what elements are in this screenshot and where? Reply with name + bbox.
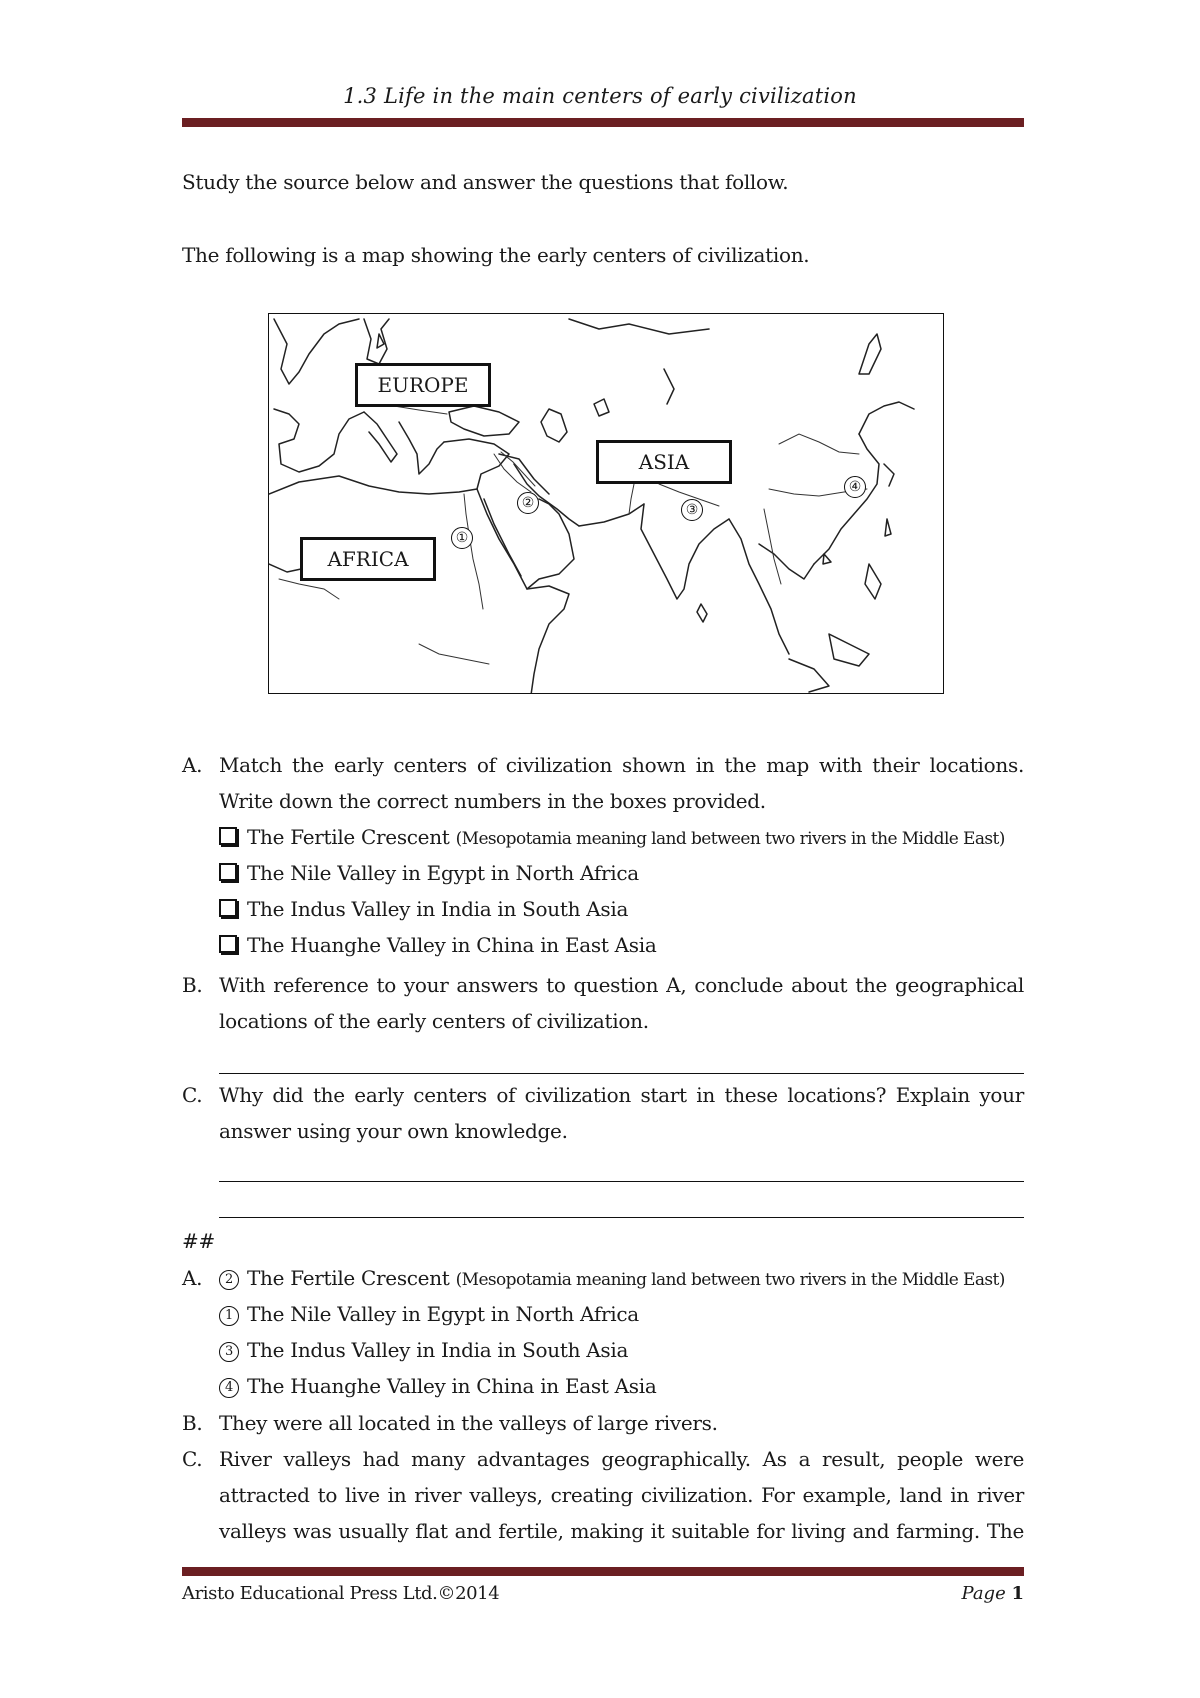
question-b-text: With reference to your answers to question A, conclude about the geographical locations of the early centers of civilization. [219,973,1024,1033]
answer-a-item-4 [219,1374,656,1398]
question-a-letter: A. [182,753,203,777]
marker-4-huanghe: ④ [844,476,866,498]
answer-label: The Huanghe Valley in China in East Asia [247,1374,657,1398]
footer-page [962,1583,1024,1604]
answer-box-nile-valley[interactable] [219,863,237,881]
question-a [182,747,1024,819]
europe-label: EUROPE [355,363,491,407]
option-label: The Huanghe Valley in China in East Asia [247,933,657,957]
answer-c-letter: C. [182,1447,203,1471]
option-indus-valley [219,897,628,921]
answer-a-item-2 [219,1302,639,1326]
option-label: The Nile Valley in Egypt in North Africa [247,861,639,885]
answer-b-text: They were all located in the valleys of large rivers. [219,1411,718,1435]
option-nile-valley [219,861,639,885]
question-b-letter: B. [182,973,203,997]
civilization-map [268,313,944,694]
answer-b [182,1405,1024,1441]
answer-number: 4 [219,1378,239,1398]
answer-note: (Mesopotamia meaning land between two rivers in the Middle East) [455,1270,1005,1290]
page-number: 1 [1011,1583,1024,1604]
question-a-text: Match the early centers of civilization shown in the map with their locations. Write down the correct numbers in the boxes provided. [219,753,1024,813]
answer-a-item-1 [219,1266,1005,1290]
answer-box-indus-valley[interactable] [219,899,237,917]
answer-a-item-3 [219,1338,628,1362]
africa-label: AFRICA [300,537,436,581]
answer-separator: ## [182,1229,215,1253]
footer-rule [182,1567,1024,1576]
marker-2-fertile-crescent: ② [517,492,539,514]
answer-box-fertile-crescent[interactable] [219,827,237,845]
answer-number: 3 [219,1342,239,1362]
option-label: The Fertile Crescent [247,825,450,849]
answer-number: 1 [219,1306,239,1326]
answer-number: 2 [219,1270,239,1290]
option-huanghe-valley [219,933,656,957]
question-c [182,1077,1024,1149]
answer-c-text: River valleys had many advantages geographically. As a result, people were attracted to live in river valleys, creating civilization. For example, land in river valleys was usually flat and fertile, making it suitable for living and farming. The [219,1447,1024,1543]
answer-label: The Indus Valley in India in South Asia [247,1338,629,1362]
option-note: (Mesopotamia meaning land between two rivers in the Middle East) [455,829,1005,849]
answer-a-letter: A. [182,1266,203,1290]
footer-publisher: Aristo Educational Press Ltd.©2014 [182,1583,500,1604]
answer-label: The Fertile Crescent [247,1266,450,1290]
option-label: The Indus Valley in India in South Asia [247,897,629,921]
intro-map-caption: The following is a map showing the early centers of civilization. [182,243,810,267]
question-c-letter: C. [182,1083,203,1107]
answer-box-huanghe-valley[interactable] [219,935,237,953]
page-title: 1.3 Life in the main centers of early civilization [343,84,857,108]
question-b [182,967,1024,1039]
page-label: Page [961,1583,1006,1604]
marker-1-nile: ① [451,527,473,549]
header-rule [182,118,1024,127]
answer-label: The Nile Valley in Egypt in North Africa [247,1302,639,1326]
question-c-text: Why did the early centers of civilization start in these locations? Explain your answer using your own knowledge. [219,1083,1024,1143]
asia-label: ASIA [596,440,732,484]
marker-3-indus: ③ [681,499,703,521]
answer-line-c-1[interactable] [219,1181,1024,1182]
answer-c [182,1441,1024,1549]
option-fertile-crescent [219,825,1005,849]
answer-line-b[interactable] [219,1073,1024,1074]
answer-b-letter: B. [182,1411,203,1435]
intro-instruction: Study the source below and answer the questions that follow. [182,170,789,194]
answer-line-c-2[interactable] [219,1217,1024,1218]
